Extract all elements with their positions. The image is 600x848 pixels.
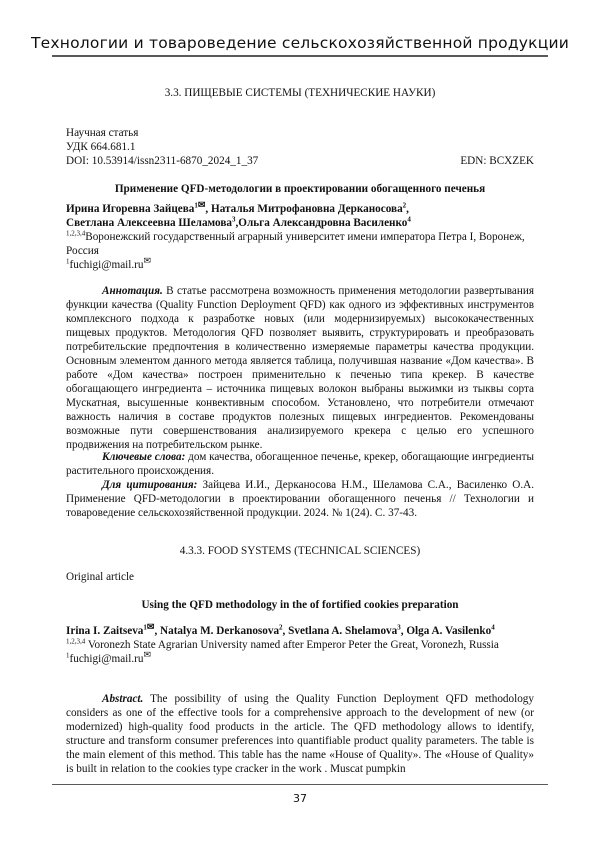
abstract-text-en: The possibility of using the Quality Function Deployment QFD methodology considers as one of the effective tools for a comprehensive approach to the development of new (or modernized) high-quality food products in the article. The QFD methodology allows to identify, structure and transform consumer preferences into quantifiable product quality parameters. The table is the main element of this method. This table has the name «House of Quality». The «House of Quality» is built in relation to the cookies type cracker in the work . Muscat pumpkin <box>66 693 534 775</box>
author-1-en: Irina I. Zaitseva <box>66 625 144 637</box>
keywords-text-ru: дом качества, обогащенное печенье, крекер, обогащающие ингредиенты растительного происхождения. <box>66 451 534 477</box>
affiliation-text-en: Voronezh State Agrarian University named after Emperor Peter the Great, Voronezh, Russia <box>85 639 499 651</box>
affiliation-sup-en: 1,2,3,4 <box>66 637 86 646</box>
author-3-ru: Светлана Алексеевна Шеламова <box>66 217 232 229</box>
author-2-sup-en: 2 <box>279 623 283 632</box>
email-ru <box>66 255 534 272</box>
author-1-sup: 1 <box>194 201 198 210</box>
author-3-sup-en: 3 <box>397 623 401 632</box>
envelope-icon: ✉ <box>197 199 206 210</box>
envelope-icon: ✉ <box>146 621 155 632</box>
article-type-en: Original article <box>66 571 135 583</box>
affiliation-text-ru: Воронежский государственный аграрный университет имени императора Петра I, Воронеж, Россия <box>66 231 525 257</box>
authors-ru: Ирина Игоревна Зайцева$^{1✉}$, Наталья Митрофановна Дерканосова$^2$, Светлана Алексеевна Шеламова$^3$,Ольга Александровна Василенко$^4$ <box>66 199 411 229</box>
abstract-en <box>66 692 534 776</box>
edn: EDN: BCXZEK <box>460 155 534 167</box>
abstract-text-ru: В статье рассмотрена возможность применения методологии развертывания функции качества (Quality Function Deployment QFD) как одного из эффективных инструментов комплексного подхода к разработке новых (или модернизируемых) высококачественных пищевых продуктов. Методология QFD позволяет выявить, структурировать и преобразовать потребительские предпочтения в количественно измеряемые параметры качества продукции. Основным элементом данного метода является таблица, получившая название «Дом качества». В работе «Дом качества» построен применительно к печенью типа крекер. В качестве обогащающего ингредиента – источника пищевых волокон выбраны выжимки из тыквы сорта Мускатная, высушенные конвективным способом. Установлено, что потребители отмечают важность наличия в составе продуктов полезных пищевых ингредиентов. Рекомендованы возможные пути совершенствования анализируемого крекера с целью его успешного продвижения на потребительском рынке. <box>66 285 534 451</box>
journal-header: Технологии и товароведение сельскохозяйственной продукции <box>30 34 569 52</box>
author-1-ru: Ирина Игоревна Зайцева <box>66 203 195 215</box>
article-meta-ru <box>66 126 534 168</box>
keywords-label-ru: Ключевые слова: <box>102 451 186 463</box>
page-number: 37 <box>293 792 307 805</box>
citation-label-ru: Для цитирования: <box>102 479 198 491</box>
author-4-ru: Ольга Александровна Василенко <box>238 217 408 229</box>
author-3-en: Svetlana A. Shelamova <box>288 625 398 637</box>
envelope-icon: ✉ <box>143 649 152 660</box>
author-2-en: Natalya M. Derkanosova <box>160 625 280 637</box>
author-1-sup-en: 1 <box>143 623 147 632</box>
email-sup-en: 1 <box>66 651 70 660</box>
affiliation-en <box>66 638 534 652</box>
keywords-ru <box>66 450 534 478</box>
abstract-label-ru: Аннотация. <box>102 285 163 297</box>
affiliation-sup-ru: 1,2,3,4 <box>66 229 86 238</box>
email-sup-ru: 1 <box>66 257 70 266</box>
section-heading-en: 4.3.3. FOOD SYSTEMS (TECHNICAL SCIENCES) <box>179 545 421 557</box>
envelope-icon: ✉ <box>143 255 152 266</box>
authors-block-ru <box>66 199 534 272</box>
author-4-sup-en: 4 <box>491 623 495 632</box>
author-4-sup: 4 <box>407 215 411 224</box>
email-link-ru[interactable]: fuchigi@mail.ru <box>69 259 144 271</box>
email-link-en[interactable]: fuchigi@mail.ru <box>69 653 144 665</box>
article-title-en: Using the QFD methodology in the of fortified cookies preparation <box>141 599 459 611</box>
affiliation-ru <box>66 230 534 258</box>
abstract-label-en: Abstract. <box>102 693 144 705</box>
authors-en: Irina I. Zaitseva$^{1✉}$, Natalya M. Derkanosova$^2$, Svetlana A. Shelamova$^3$, Olga A. Vasilenko$^4$ <box>66 621 495 637</box>
author-2-ru: Наталья Митрофановна Дерканосова <box>211 203 403 215</box>
article-type-ru: Научная статья <box>66 127 139 139</box>
author-4-en: Olga A. Vasilenko <box>406 625 492 637</box>
header-rule <box>52 55 548 57</box>
doi: DOI: 10.53914/issn2311-6870_2024_1_37 <box>66 155 259 167</box>
email-en <box>66 649 534 666</box>
abstract-ru <box>66 284 534 452</box>
section-heading-ru: 3.3. ПИЩЕВЫЕ СИСТЕМЫ (ТЕХНИЧЕСКИЕ НАУКИ) <box>164 87 436 99</box>
author-3-sup: 3 <box>231 215 236 224</box>
citation-ru <box>66 478 534 520</box>
author-2-sup: 2 <box>402 201 407 210</box>
citation-text-ru: Зайцева И.И., Дерканосова Н.М., Шеламова С.А., Василенко О.А. Применение QFD-методологии в проектировании обогащенного печенья // Технологии и товароведение сельскохозяйственной продукции. 2024. № 1(24). С. 37-43. <box>66 479 535 519</box>
article-title-ru: Применение QFD-методологии в проектировании обогащенного печенья <box>114 183 486 195</box>
udk: УДК 664.681.1 <box>66 141 136 153</box>
authors-block-en <box>66 621 534 666</box>
doi-row <box>66 154 534 168</box>
footer-rule <box>52 784 548 785</box>
